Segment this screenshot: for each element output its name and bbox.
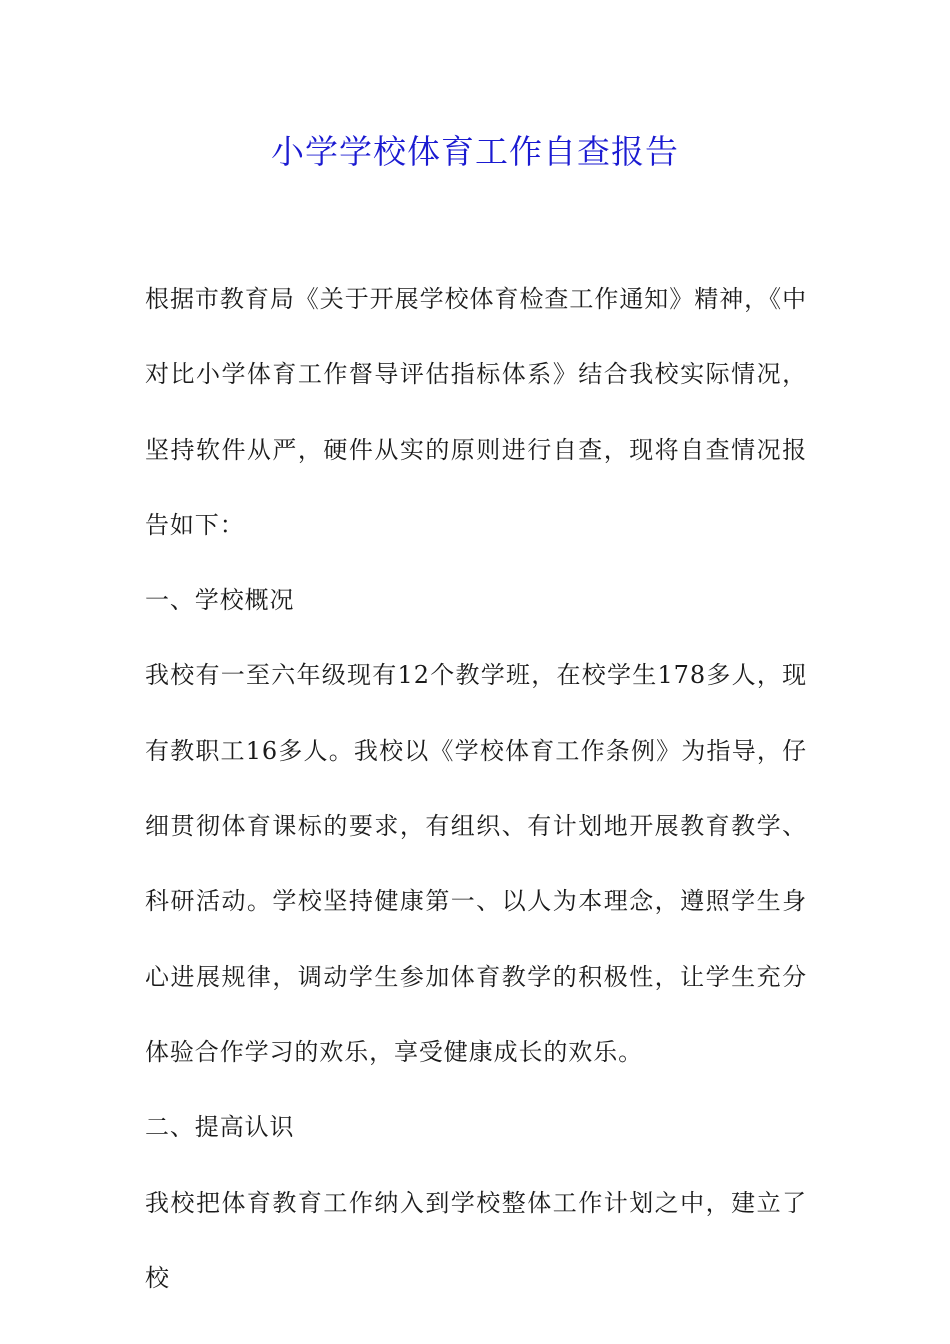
paragraph-school-overview: 我校有一至六年级现有12个教学班，在校学生178多人，现有教职工16多人。我校以《学校体育工作条例》为指导，仔细贯彻体育课标的要求，有组织、有计划地开展教育教学、科研活动。学校坚持健康第一、以人为本理念，遵照学生身心进展规律，调动学生参加体育教学的积极性，让学生充分体验合作学习的欢乐，享受健康成长的欢乐。: [145, 661, 807, 1066]
document-body: [145, 262, 807, 1316]
paragraph-intro: 根据市教育局《关于开展学校体育检查工作通知》精神，《中对比小学体育工作督导评估指标体系》结合我校实际情况，坚持软件从严，硬件从实的原则进行自查，现将自查情况报告如下：: [145, 285, 807, 539]
document-title: 小学学校体育工作自查报告: [271, 132, 679, 171]
section-heading-raise-awareness: 二、提高认识: [145, 1113, 295, 1142]
section-heading-school-overview: 一、学校概况: [145, 586, 295, 615]
paragraph-raise-awareness: 我校把体育教育工作纳入到学校整体工作计划之中，建立了校: [145, 1188, 807, 1292]
